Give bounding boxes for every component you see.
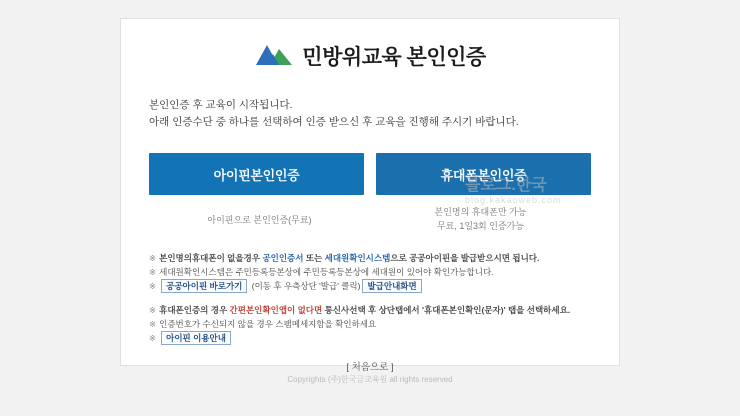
- ipin-auth-button[interactable]: 아이핀본인인증: [149, 153, 364, 195]
- note-link-button[interactable]: 공공아이핀 바로가기: [161, 279, 247, 293]
- page-title: 민방위교육 본인인증: [302, 46, 486, 69]
- note-line: [149, 251, 591, 265]
- note-text-highlight: 세대원확인시스템: [324, 253, 391, 263]
- note-line: [149, 303, 591, 317]
- caption-row: [149, 205, 591, 233]
- phone-auth-button[interactable]: 휴대폰본인인증: [376, 153, 591, 195]
- note-line: [149, 265, 591, 279]
- note-block: [149, 251, 591, 293]
- phone-caption-line-2: 무료, 1일3회 인증가능: [436, 221, 525, 231]
- note-text: 인증번호가 수신되지 않을 경우 스팸메세지함을 확인하세요: [159, 319, 377, 329]
- bullet-icon: ※: [149, 267, 157, 277]
- note-text-highlight: 공인인증서: [262, 253, 304, 263]
- note-text-strong: 통신사선택 후 상단탭에서 '휴대폰본인확인(문자)' 탭을 선택하세요.: [322, 305, 571, 315]
- watermark-main: 블로그.한국: [465, 177, 547, 194]
- phone-caption: [370, 205, 591, 233]
- card-header: [121, 41, 619, 71]
- auth-card: [120, 18, 620, 373]
- phone-caption-line-1: 본인명의 휴대폰만 가능: [434, 207, 527, 217]
- intro-text: [149, 97, 619, 131]
- note-text-strong: 휴대폰인증의 경우: [159, 305, 230, 315]
- note-text: 세대원확인시스템은 주민등록등본상에 주민등록등본상에 세대원이 있어야 확인가능합니다.: [159, 267, 494, 277]
- note-text: (이동 후 우측상단 '발급' 클릭): [249, 281, 361, 291]
- note-link-button[interactable]: 발급안내화면: [362, 279, 421, 293]
- note-text-strong: 본인명의휴대폰이 없을경우: [159, 253, 263, 263]
- bullet-icon: ※: [149, 305, 157, 315]
- bullet-icon: ※: [149, 281, 157, 291]
- bullet-icon: ※: [149, 333, 157, 343]
- watermark-sub: blog.kakaoweb.com: [465, 195, 562, 205]
- notes-section: [149, 251, 591, 345]
- auth-button-row: [149, 153, 591, 195]
- bullet-icon: ※: [149, 253, 157, 263]
- note-line: [149, 317, 591, 331]
- ipin-caption: 아이핀으로 본인인증(무료): [207, 215, 312, 225]
- note-link-button[interactable]: 아이핀 이용안내: [161, 331, 231, 345]
- copyright-text: Copyrights (주)한국금교육원 all rights reserved: [287, 375, 453, 384]
- note-line: [149, 279, 591, 293]
- intro-line-1: 본인인증 후 교육이 시작됩니다.: [149, 99, 293, 111]
- note-text-strong: 또는: [303, 253, 325, 263]
- note-text-warning: 간편본인확인앱이 없다면: [229, 305, 323, 315]
- bullet-icon: ※: [149, 319, 157, 329]
- intro-line-2: 아래 인증수단 중 하나를 선택하여 인증 받으신 후 교육을 진행해 주시기 바랍니다.: [149, 116, 519, 128]
- note-block: [149, 303, 591, 345]
- home-link[interactable]: [ 처음으로 ]: [346, 362, 394, 373]
- note-text-strong: 으로 공공아이핀을 발급받으시면 됩니다.: [390, 253, 540, 263]
- mountain-logo-icon: [254, 43, 294, 69]
- note-line: [149, 331, 591, 345]
